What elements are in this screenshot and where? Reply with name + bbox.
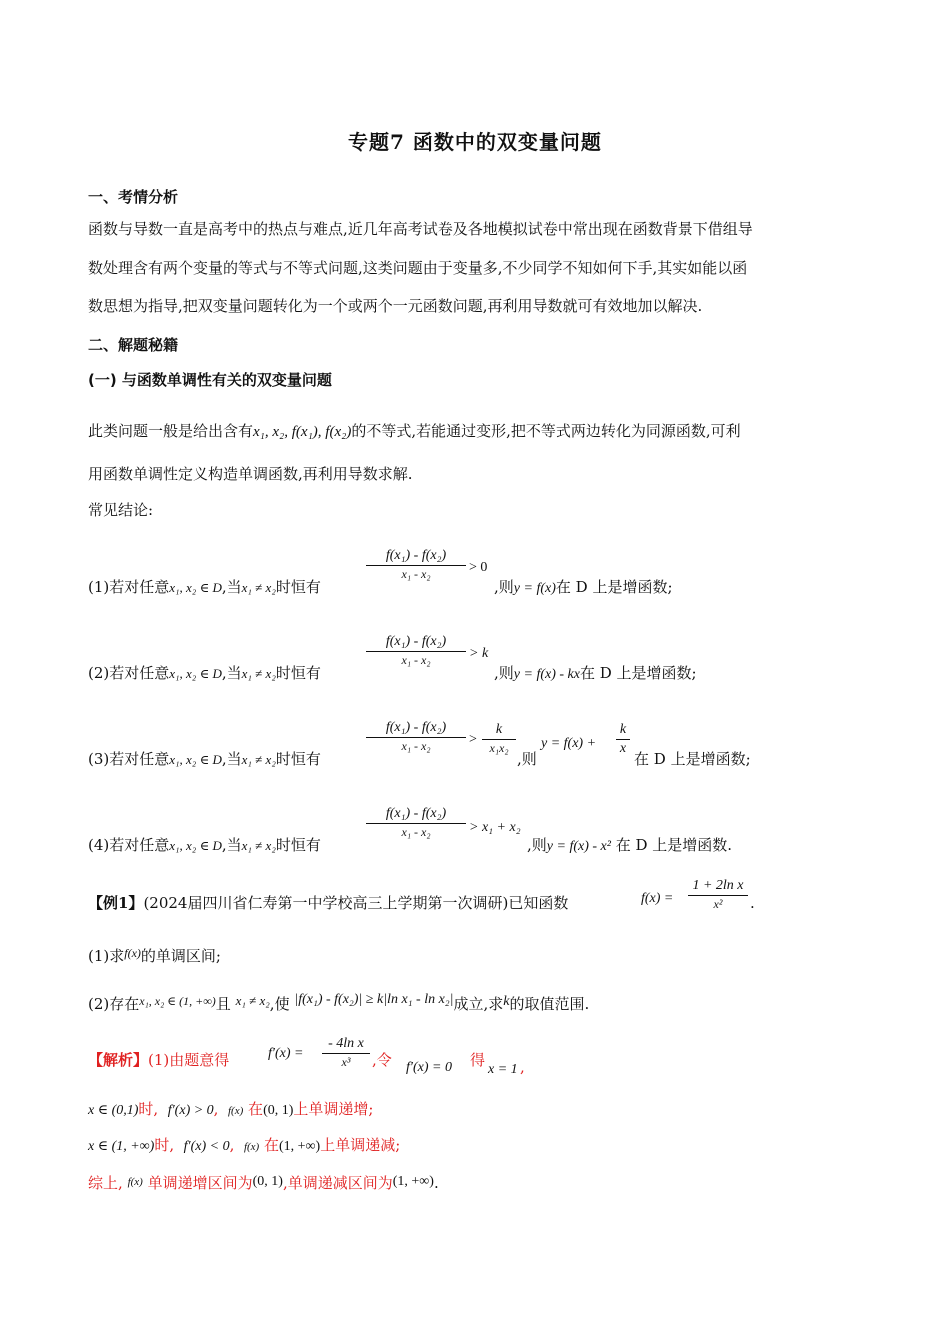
fraction-denominator: x²: [713, 897, 723, 911]
solution-text: ,: [229, 1136, 235, 1154]
constructed-function: y = f(x) - x²: [546, 839, 611, 854]
conclusion-text: 时恒有: [275, 664, 321, 682]
conclusion-row: [88, 752, 321, 767]
question-text: 且: [215, 995, 231, 1013]
fraction-bar: [482, 739, 516, 740]
difference-quotient: [366, 806, 466, 840]
conclusion-neq: x₁ ≠ x₂: [241, 580, 276, 595]
interval: (0, 1): [263, 1103, 294, 1118]
fraction-denominator: x₁ - x₂: [401, 653, 431, 667]
conclusion-text: ,则: [527, 836, 547, 854]
solution-text: 上单调递减;: [320, 1136, 401, 1154]
conclusion-tail: 在 D 上是增函数;: [634, 750, 751, 768]
question-text: 的取值范围.: [509, 995, 590, 1013]
conclusion-row: [88, 838, 321, 853]
solution-text: 单调递增区间为: [147, 1174, 253, 1192]
conclusion-text: ,则: [494, 578, 514, 596]
subsection-heading: (一) 与函数单调性有关的双变量问题: [88, 371, 332, 389]
conclusion-neq: x₁ ≠ x₂: [241, 838, 276, 853]
solution-text: .: [433, 1174, 439, 1192]
question-k: k: [503, 994, 510, 1009]
example-function-fraction: [688, 878, 748, 912]
inequality-rhs: > 0: [469, 560, 488, 575]
fraction-numerator: - 4ln x: [328, 1036, 364, 1051]
conclusion-label: (4)若对任意: [88, 836, 170, 854]
question-math: f(x): [124, 946, 141, 960]
intro-line-2: 用函数单调性定义构造单调函数,再利用导数求解.: [88, 465, 413, 483]
rhs-fraction: [482, 722, 516, 756]
derivative-lhs: f′(x) =: [268, 1046, 304, 1061]
difference-quotient: [366, 548, 466, 582]
conclusion-text: 时恒有: [275, 750, 321, 768]
example-tag: 【例1】: [88, 894, 144, 912]
conclusion-text: ,当: [221, 836, 242, 854]
solution-text: 上单调递增;: [293, 1100, 374, 1118]
critical-equation: f′(x) = 0: [406, 1060, 452, 1075]
conclusion-row: [88, 666, 321, 681]
solution-text: ,单调递减区间为: [282, 1174, 393, 1192]
solution-text: 综上,: [88, 1174, 123, 1192]
fraction-bar: [366, 651, 466, 652]
conclusion-tail: 在 D 上是增函数;: [555, 578, 673, 596]
page-title: 专题7 函数中的双变量问题: [348, 130, 602, 154]
question-2: [88, 992, 589, 1012]
solution-line-3: [88, 1138, 400, 1155]
fraction-denominator: x₁ - x₂: [401, 825, 431, 839]
fraction-bar: [322, 1053, 370, 1054]
question-text: (1)求: [88, 947, 125, 965]
conclusion-text: 时恒有: [275, 836, 321, 854]
conclusion-text: 时恒有: [275, 578, 321, 596]
solution-text: 在: [263, 1136, 279, 1154]
solution-text: 得: [470, 1051, 486, 1069]
question-1: [88, 946, 221, 964]
conclusion-condition: x₁, x₂ ∈ D: [169, 666, 222, 681]
example-period: .: [750, 894, 755, 912]
intro-math: x₁, x₂, f(x₁), f(x₂): [253, 424, 352, 440]
example-line: [88, 896, 568, 911]
fraction-denominator: x: [619, 741, 627, 756]
fraction-numerator: f(x₁) - f(x₂): [385, 634, 447, 649]
fraction-numerator: k: [495, 722, 503, 737]
fraction-numerator: k: [619, 722, 627, 737]
fraction-denominator: x³: [341, 1055, 351, 1069]
question-text: (2)存在: [88, 995, 140, 1013]
conclusion-condition: x₁, x₂ ∈ D: [169, 580, 222, 595]
conclusion-label: (2)若对任意: [88, 664, 170, 682]
solution-line-1: [88, 1053, 229, 1068]
conclusion-tail: 在 D 上是增函数.: [615, 836, 733, 854]
fraction-bar: [366, 823, 466, 824]
fraction-bar: [366, 565, 466, 566]
fraction-denominator: x₁x₂: [489, 741, 509, 755]
conclusion-text: ,当: [221, 664, 242, 682]
paragraph-line: 函数与导数一直是高考中的热点与难点,近几年高考试卷及各地模拟试卷中常出现在函数背景下借组导: [88, 220, 753, 238]
paragraph-line: 数思想为指导,把双变量问题转化为一个或两个一元函数问题,再利用导数就可有效地加以解决.: [88, 297, 703, 315]
derivative-sign: f′(x) < 0: [183, 1139, 230, 1154]
function-ref: f(x): [243, 1141, 260, 1153]
question-inequality: |f(x₁) - f(x₂)| ≥ k|ln x₁ - ln x₂|: [294, 992, 454, 1007]
example-function-lhs: f(x) =: [641, 891, 674, 906]
fraction-denominator: x₁ - x₂: [401, 567, 431, 581]
conclusion-result: [494, 666, 697, 682]
conclusion-label: (3)若对任意: [88, 750, 170, 768]
conclusion-condition: x₁, x₂ ∈ D: [169, 752, 222, 767]
conclusion-text: ,则: [494, 664, 514, 682]
conclusion-result: [527, 838, 732, 854]
function-ref: f(x): [127, 1176, 143, 1188]
fraction-numerator: f(x₁) - f(x₂): [385, 548, 447, 563]
interval: (0, 1): [252, 1174, 283, 1189]
derivative-sign: f′(x) > 0: [167, 1103, 214, 1118]
solution-tag: 【解析】: [88, 1051, 149, 1069]
intro-prefix: 此类问题一般是给出含有: [88, 422, 254, 440]
conclusion-neq: x₁ ≠ x₂: [241, 752, 276, 767]
constructed-function: y = f(x) +: [541, 736, 597, 751]
critical-point: x = 1: [488, 1062, 518, 1077]
question-neq: x₁ ≠ x₂: [235, 993, 270, 1008]
question-condition: x₁, x₂ ∈ (1, +∞): [139, 994, 216, 1008]
solution-text: ,: [520, 1058, 525, 1076]
function-fraction: [616, 722, 630, 757]
fraction-bar: [366, 737, 466, 738]
solution-text: 时,: [138, 1100, 159, 1118]
solution-line-4: [88, 1174, 439, 1191]
fraction-numerator: f(x₁) - f(x₂): [385, 806, 447, 821]
inequality-rhs: > x₁ + x₂: [469, 820, 521, 835]
intro-suffix: 的不等式,若能通过变形,把不等式两边转化为同源函数,可利: [351, 422, 741, 440]
conclusion-row: [88, 580, 321, 595]
fraction-numerator: f(x₁) - f(x₂): [385, 720, 447, 735]
conclusion-label: (1)若对任意: [88, 578, 170, 596]
fraction-numerator: 1 + 2ln x: [692, 878, 744, 893]
conclusion-text: ,当: [221, 578, 242, 596]
question-text: ,使: [269, 995, 290, 1013]
interval: (1, +∞): [392, 1174, 434, 1189]
constructed-function: y = f(x) - kx: [513, 667, 580, 682]
solution-text: ,令: [372, 1051, 392, 1069]
conclusion-text: ,则: [517, 750, 537, 768]
common-conclusions-label: 常见结论:: [88, 501, 154, 519]
conclusion-condition: x₁, x₂ ∈ D: [169, 838, 222, 853]
intro-line: [88, 424, 741, 440]
conclusion-tail: 在 D 上是增函数;: [579, 664, 697, 682]
solution-text: 在: [248, 1100, 264, 1118]
function-ref: f(x): [228, 1105, 244, 1117]
question-text: 成立,求: [453, 995, 504, 1013]
difference-quotient: [366, 634, 466, 668]
inequality-rhs: > k: [469, 646, 489, 661]
question-text: 的单调区间;: [140, 947, 221, 965]
section-heading-analysis: 一、考情分析: [88, 188, 179, 206]
inequality-sign: >: [469, 732, 477, 747]
difference-quotient: [366, 720, 466, 754]
fraction-bar: [688, 895, 748, 896]
interval-condition: x ∈ (1, +∞): [88, 1139, 155, 1154]
interval: (1, +∞): [279, 1139, 321, 1154]
solution-text: (1)由题意得: [148, 1051, 230, 1069]
solution-text: ,: [213, 1100, 219, 1118]
fraction-denominator: x₁ - x₂: [401, 739, 431, 753]
derivative-fraction: [322, 1036, 370, 1070]
solution-text: 时,: [154, 1136, 175, 1154]
fraction-bar: [616, 739, 630, 740]
constructed-function: y = f(x): [513, 581, 556, 596]
paragraph-line: 数处理含有两个变量的等式与不等式问题,这类问题由于变量多,不少同学不知如何下手,其实如能以函: [88, 259, 748, 277]
section-heading-secrets: 二、解题秘籍: [88, 336, 179, 354]
interval-condition: x ∈ (0,1): [88, 1103, 139, 1118]
solution-line-2: [88, 1102, 373, 1119]
conclusion-result: [494, 580, 673, 596]
example-source: (2024届四川省仁寿第一中学校高三上学期第一次调研)已知函数: [143, 894, 569, 912]
conclusion-neq: x₁ ≠ x₂: [241, 666, 276, 681]
conclusion-text: ,当: [221, 750, 242, 768]
